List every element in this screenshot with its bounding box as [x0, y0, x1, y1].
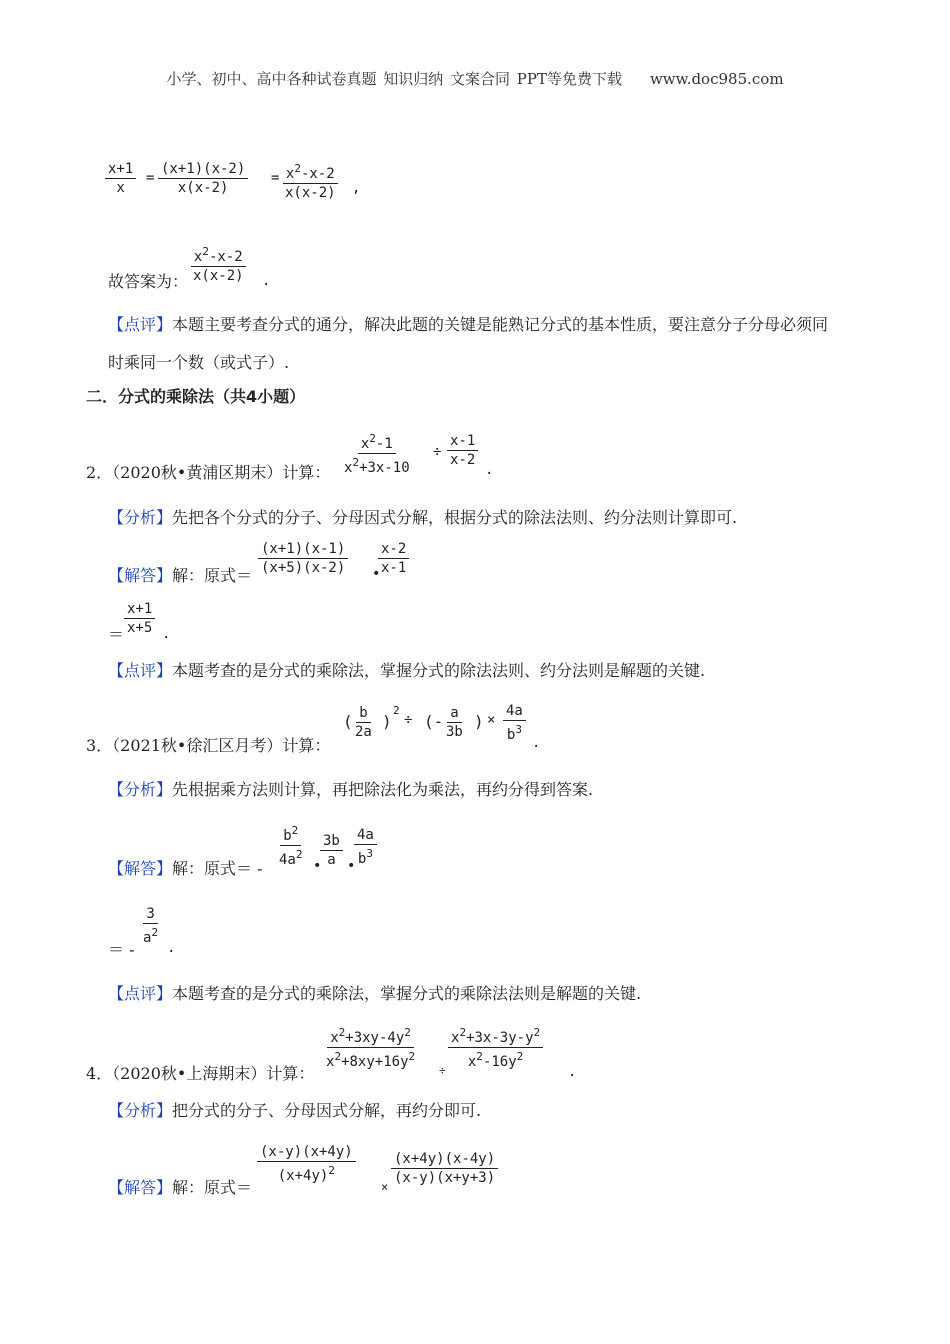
- q2-fraction-2: $\frac{x-1}{x-2}$: [447, 432, 478, 469]
- review-tag: 【点评】: [108, 661, 173, 680]
- q2-dot: •: [372, 566, 381, 582]
- q2-end: .: [485, 462, 494, 478]
- q1-fraction-1: $\frac{x+1}{x}$: [105, 160, 136, 197]
- solution-tag: 【解答】: [108, 859, 173, 878]
- q2-solution-fraction-2: $\frac{x-2}{x-1}$: [378, 540, 409, 577]
- q3-rparen-2: ): [474, 712, 484, 731]
- q1-equals-2: =: [271, 170, 280, 186]
- page-header: [0, 68, 950, 90]
- q3-fraction-1: $\frac{b}{2a}$: [355, 705, 372, 740]
- q3-solution-fraction-2: $\frac{3b}{a}$: [320, 832, 343, 869]
- q1-review: 【点评】本题主要考查分式的通分，解决此题的关键是能熟记分式的基本性质，要注意分子分母必须同: [108, 315, 829, 334]
- q3-times: ×: [487, 712, 496, 728]
- q1-answer-fraction: $\frac{x^2-x-2}{x(x-2)}$: [190, 243, 247, 285]
- section-title: 二．分式的乘除法（共4小题）: [86, 387, 306, 406]
- q3-dot-2: •: [347, 858, 356, 874]
- q3-solution-fraction-3: $\frac{4a}{b^3}$: [354, 826, 377, 868]
- q1-fraction-2: $\frac{(x+1)(x-2)}{x(x-2)}$: [158, 160, 248, 197]
- q4-end: .: [568, 1064, 577, 1080]
- q3-result-eq: ＝ -: [108, 940, 135, 959]
- q2-solution-fraction-1: $\frac{(x+1)(x-1)}{(x+5)(x-2)}$: [258, 540, 348, 577]
- q3-fraction-2: $\frac{a}{3b}$: [446, 705, 463, 740]
- solution-tag: 【解答】: [108, 566, 173, 585]
- q2-prefix: 2．（2020秋•黄浦区期末）计算：: [86, 463, 331, 482]
- review-tag: 【点评】: [108, 315, 173, 334]
- q4-fraction-2: $\frac{x^2+3x-3y-y^2}{x^2-16y^2}$: [448, 1024, 543, 1071]
- q3-result-fraction: $\frac{3}{a^2}$: [143, 906, 159, 946]
- q2-result-eq: ＝: [108, 625, 125, 644]
- q3-lparen-neg: (-: [424, 712, 444, 731]
- q4-prefix: 4．（2020秋•上海期末）计算：: [86, 1064, 315, 1083]
- q2-solution: 【解答】解：原式＝: [108, 566, 253, 585]
- analysis-tag: 【分析】: [108, 780, 173, 799]
- q2-fraction-1: $\frac{x^2-1}{x^2+3x-10}$: [344, 432, 410, 476]
- q2-analysis: 【分析】先把各个分式的分子、分母因式分解，根据分式的除法法则、约分法则计算即可.: [108, 508, 738, 527]
- q3-power: 2: [393, 704, 400, 717]
- q1-equals-1: =: [146, 170, 155, 186]
- q4-analysis: 【分析】把分式的分子、分母因式分解，再约分即可.: [108, 1101, 482, 1120]
- analysis-tag: 【分析】: [108, 1101, 173, 1120]
- header-site: www.doc985.com: [649, 70, 784, 88]
- analysis-tag: 【分析】: [108, 508, 173, 527]
- q3-review: 【点评】本题考查的是分式的乘除法，掌握分式的乘除法法则是解题的关键.: [108, 984, 642, 1003]
- q2-result-fraction: $\frac{x+1}{x+5}$: [124, 600, 155, 637]
- q3-solution-fraction-1: $\frac{b^2}{4a^2}$: [279, 824, 303, 868]
- q1-answer-label: 故答案为：: [108, 272, 189, 291]
- header-text: 小学、初中、高中各种试卷真题 知识归纳 文案合同 PPT等免费下载: [166, 70, 622, 88]
- q2-review: 【点评】本题考查的是分式的乘除法，掌握分式的除法法则、约分法则是解题的关键.: [108, 661, 706, 680]
- q3-prefix: 3．（2021秋•徐汇区月考）计算：: [86, 736, 331, 755]
- solution-tag: 【解答】: [108, 1178, 173, 1197]
- q3-divide: ÷: [404, 712, 413, 728]
- q3-analysis: 【分析】先根据乘方法则计算，再把除法化为乘法，再约分得到答案.: [108, 780, 594, 799]
- q1-comma: ,: [352, 180, 361, 196]
- q4-solution: 【解答】解：原式＝: [108, 1178, 253, 1197]
- q2-divide: ÷: [433, 444, 442, 460]
- q3-solution: 【解答】解：原式＝ -: [108, 859, 263, 878]
- q4-divide: ÷: [439, 1064, 446, 1077]
- q1-review-line2: 时乘同一个数（或式子）.: [108, 353, 290, 372]
- q4-solution-fraction-2: $\frac{(x+4y)(x-4y)}{(x-y)(x+y+3)}$: [391, 1150, 498, 1187]
- q3-fraction-3: $\frac{4a}{b^3}$: [503, 702, 526, 744]
- q1-answer-end: .: [262, 273, 271, 289]
- q2-result-end: .: [162, 626, 171, 642]
- q3-result-end: .: [167, 940, 176, 956]
- review-tag: 【点评】: [108, 984, 173, 1003]
- q4-times: ×: [381, 1180, 389, 1194]
- q4-fraction-1: $\frac{x^2+3xy-4y^2}{x^2+8xy+16y^2}$: [326, 1026, 416, 1070]
- q1-fraction-3: $\frac{x^2-x-2}{x(x-2)}$: [282, 160, 339, 202]
- q3-lparen: (: [343, 712, 353, 731]
- q4-solution-fraction-1: $\frac{(x-y)(x+4y)}{(x+4y)^2}$: [257, 1143, 356, 1185]
- q3-dot-1: •: [313, 858, 322, 874]
- q3-end: .: [532, 735, 541, 751]
- q3-rparen: ): [382, 712, 392, 731]
